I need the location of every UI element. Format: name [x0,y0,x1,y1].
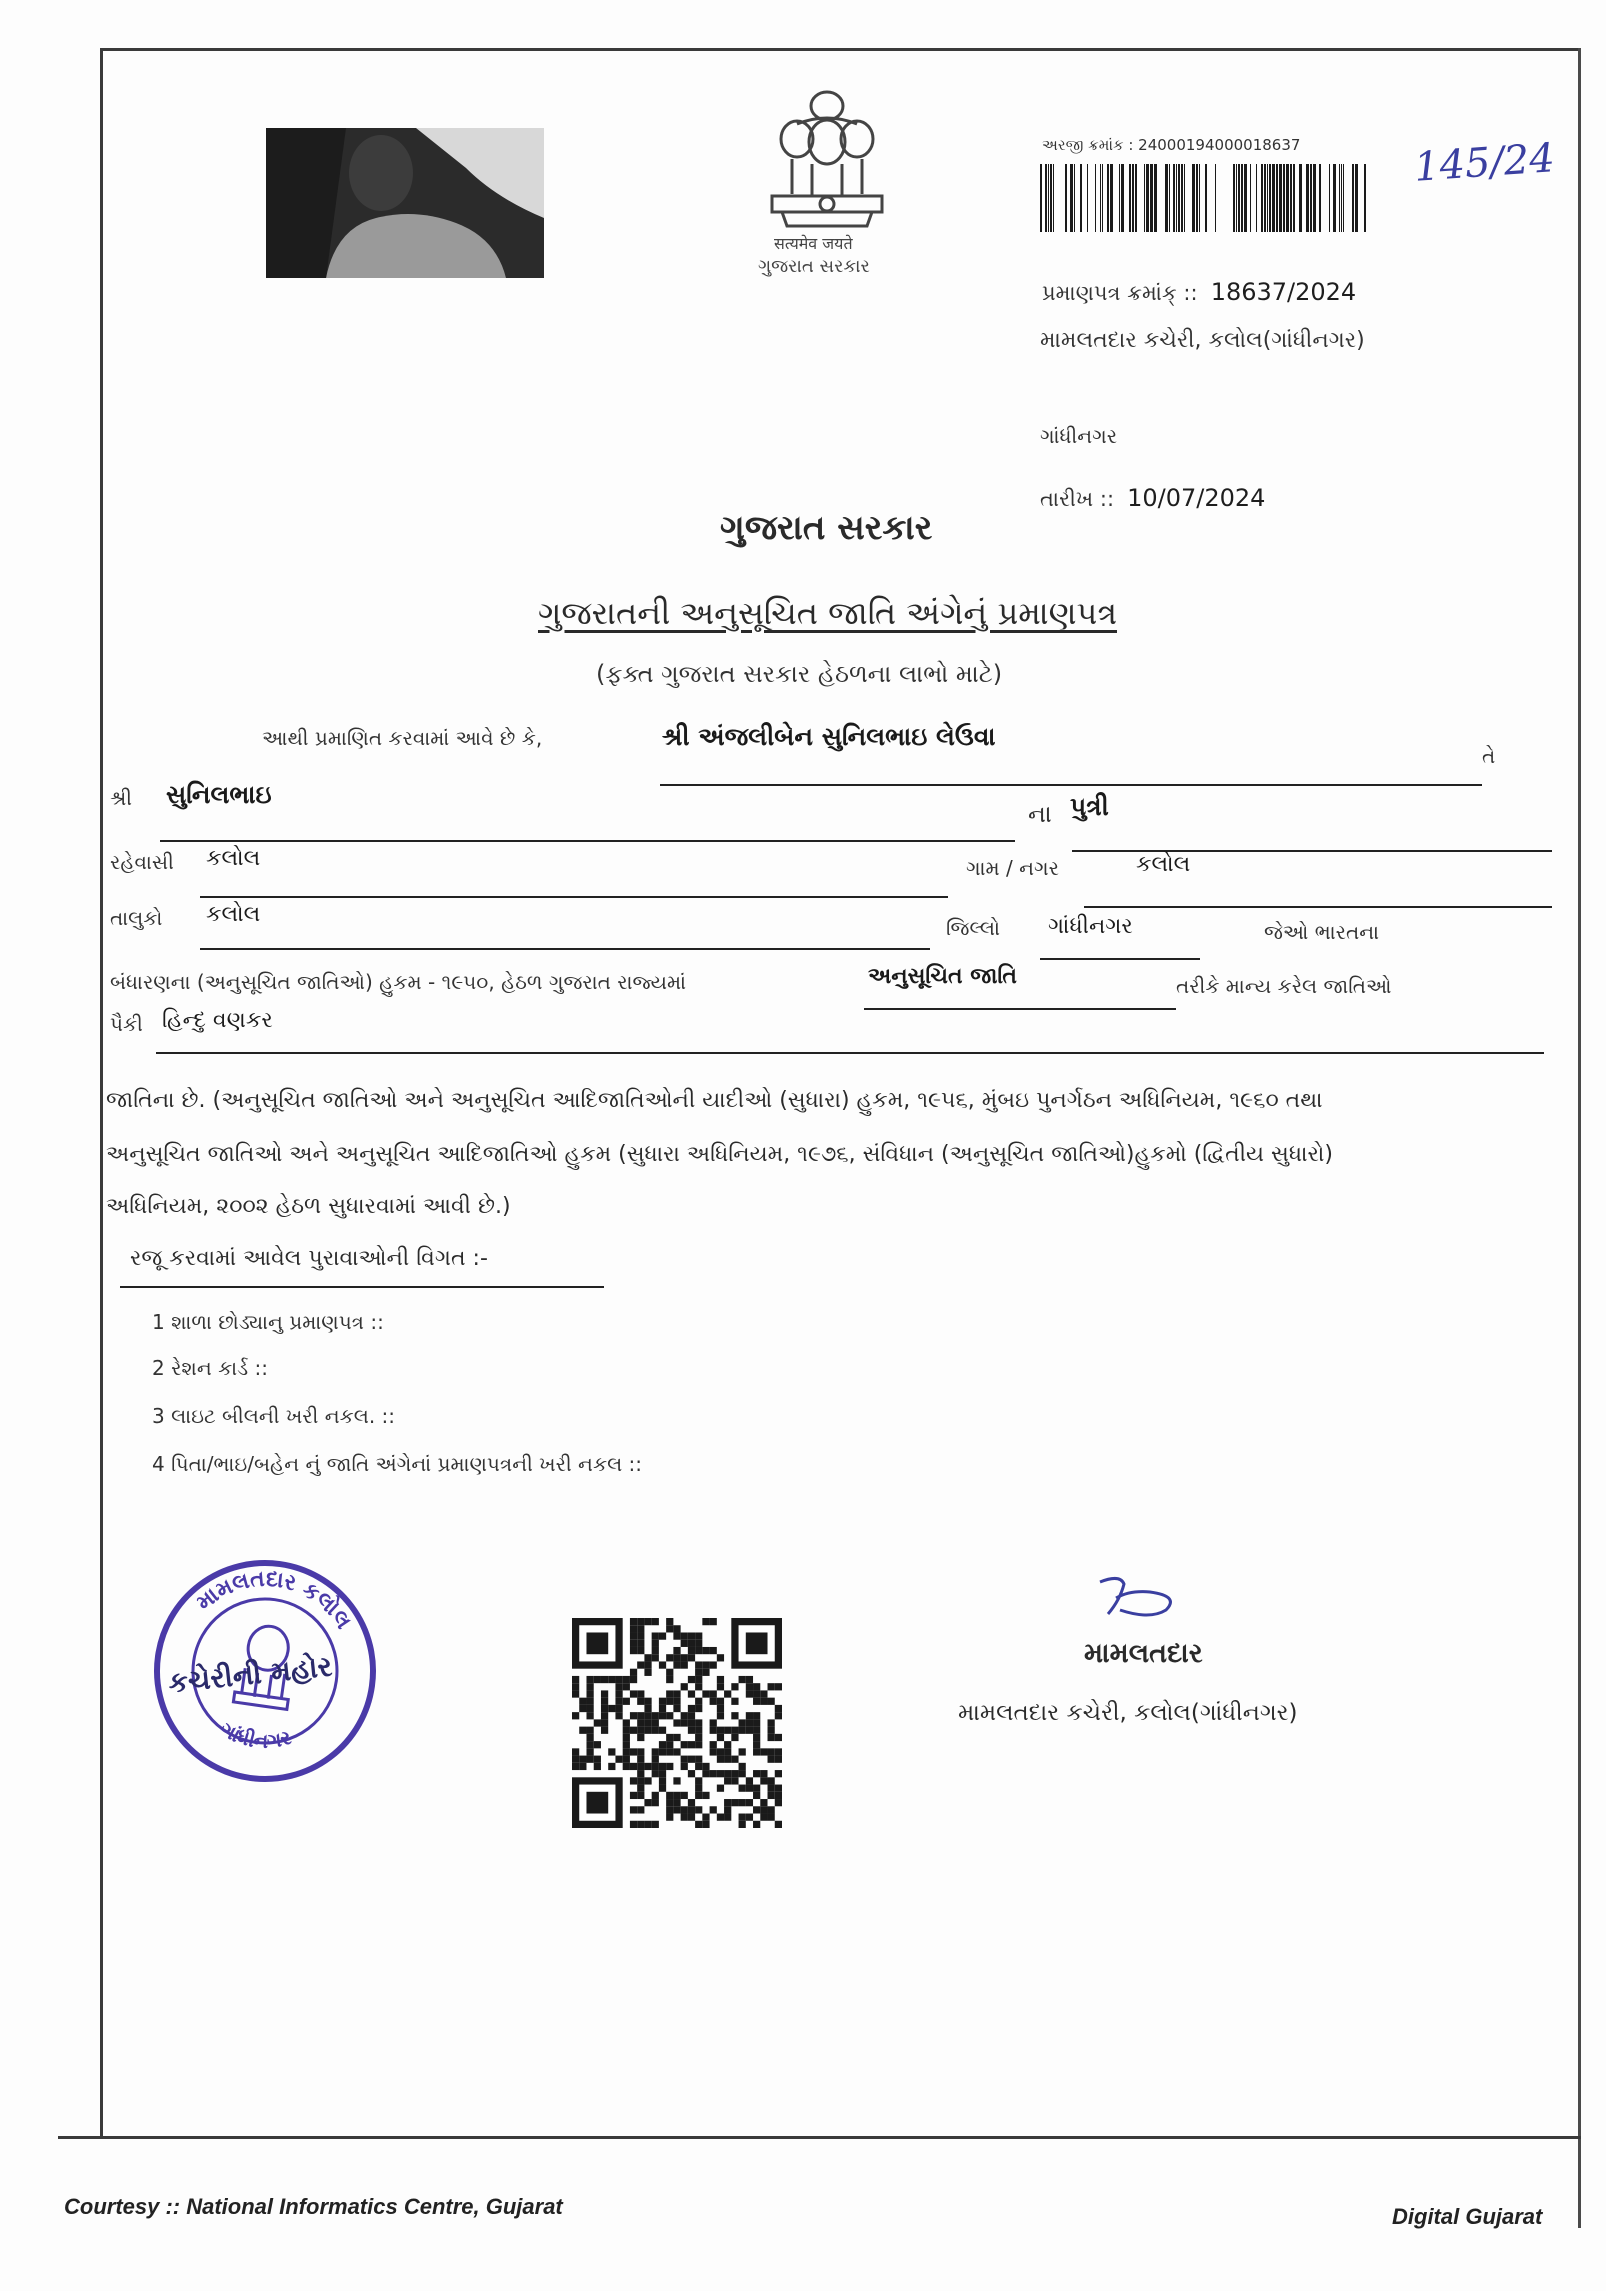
caste-category: અનુસૂચિત જાતિ [868,964,1017,989]
issue-date-value: 10/07/2024 [1127,484,1266,512]
border-bottom [58,2136,1581,2139]
government-title: ગુજરાત સરકાર [720,508,933,548]
certificate-number-value: 18637/2024 [1210,278,1357,306]
caste-category-line [864,1008,1176,1010]
relation-value: પુત્રી [1070,792,1109,821]
village-label: ગામ / નગર [966,856,1059,880]
signature [1090,1570,1200,1640]
certificate-number-label: પ્રમાણપત્ર ક્રમાંક્ :: [1042,281,1198,305]
evidence-item: 1 શાળા છોડ્યાનુ પ્રમાણપત્ર :: [152,1310,384,1334]
evidence-item: 3 લાઇટ બીલની ખરી નકલ. :: [152,1404,396,1428]
barcode [1040,164,1370,232]
border-top [100,48,1580,51]
svg-text:ગાંધીનગર [215,1715,298,1758]
applicant-name-line [660,784,1482,786]
seal-bottom-text: ગાંધીનગર [216,1716,294,1753]
issue-place: ગાંધીનગર [1040,424,1118,448]
taluka-value: કલોલ [206,902,261,927]
signatory-title: મામલતદાર [1084,1638,1203,1669]
caste-value: હિન્દુ વણકર [162,1008,273,1033]
resident-value: કલોલ [206,846,261,871]
seal-top-text: મામલતદાર કલોલ [192,1566,356,1634]
certificate-number-row [1042,278,1356,306]
issue-date-label: તારીખ :: [1040,487,1115,511]
resident-line [200,896,948,898]
village-value: કલોલ [1136,852,1191,877]
legal-paragraph-line-2: અનુસૂચિત જાતિઓ અને અનુસૂચિત આદિજાતિઓ હુકમ (સુધારા અધિનિયમ, ૧૯૭૬, સંવિધાન (અનુસૂચિત જાતિઓ)હુકમો (દ્વિતીય સુધારો) [106,1142,1333,1167]
district-label: જિલ્લો [946,916,1000,940]
emblem-caption: ગુજરાત સરકાર [758,256,870,277]
border-left [100,48,103,2138]
evidence-item: 2 રેશન કાર્ડ :: [152,1356,268,1380]
svg-text:મામલતદાર કલોલ [190,1556,362,1636]
shri-label: શ્રી [110,786,133,810]
applicant-photo [266,128,544,278]
qr-code [572,1618,782,1834]
recognized-text: તરીકે માન્ય કરેલ જાતિઓ [1176,974,1392,998]
taluka-line [200,948,930,950]
evidence-item: 4 પિતા/ભાઇ/બહેન નું જાતિ અંગેનાં પ્રમાણપત્રની ખરી નકલ :: [152,1452,643,1476]
handwritten-reference: 145/24 [1412,135,1557,191]
evidence-heading: રજૂ કરવામાં આવેલ પુરાવાઓની વિગત :- [130,1246,488,1271]
national-emblem [752,84,902,294]
certificate-title: ગુજરાતની અનુસૂચિત જાતિ અંગેનું પ્રમાણપત્ર [538,594,1117,632]
taluka-label: તાલુકો [110,906,163,930]
legal-paragraph-line-3: અધિનિયમ, ૨૦૦૨ હેઠળ સુધારવામાં આવી છે.) [106,1194,511,1219]
emblem-motto: सत्यमेव जयते [774,234,853,253]
certify-text: આથી પ્રમાણિત કરવામાં આવે છે કે, [262,726,543,750]
na-text: ના [1028,800,1052,828]
applicant-name: શ્રી અંજલીબેન સુનિલભાઇ લેઉવા [662,722,996,751]
certificate-subtitle: (ફક્ત ગુજરાત સરકાર હેઠળના લાભો માટે) [596,660,1003,688]
office-seal [150,1556,380,1786]
application-number: અરજી ક્રમાંક : 24000194000018637 [1042,136,1301,154]
india-text: જેઓ ભારતના [1264,920,1380,944]
resident-label: રહેવાસી [110,850,174,874]
district-line [1040,958,1200,960]
footer-brand: Digital Gujarat [1392,2204,1543,2229]
among-label: પૈકી [110,1012,143,1036]
constitution-text: બંધારણના (અનુસૂચિત જાતિઓ) હુકમ - ૧૯૫૦, હેઠળ ગુજરાત રાજ્યમાં [110,970,686,994]
legal-paragraph-line-1: જાતિના છે. (અનુસૂચિત જાતિઓ અને અનુસૂચિત આદિજાતિઓની યાદીઓ (સુધારા) હુકમ, ૧૯૫૬, મુંબઇ પુનર્ગઠન અધિનિયમ, ૧૯૬૦ તથા [106,1088,1323,1113]
border-right [1578,48,1581,2228]
village-line [1084,906,1552,908]
te-text: તે [1482,744,1496,768]
district-value: ગાંધીનગર [1048,914,1133,939]
caste-line [156,1052,1544,1054]
seal-center-text: કચેરીની મહોર [166,1649,334,1700]
issuing-office: મામલતદાર કચેરી, કલોલ(ગાંધીનગર) [1040,328,1365,353]
father-name: સુનિલભાઇ [166,780,272,809]
issue-date-row [1040,484,1265,512]
evidence-heading-line [120,1286,604,1288]
signatory-office: મામલતદાર કચેરી, કલોલ(ગાંધીનગર) [958,1700,1298,1726]
footer-courtesy: Courtesy :: National Informatics Centre, Gujarat [64,2194,563,2219]
father-name-line [160,840,1015,842]
